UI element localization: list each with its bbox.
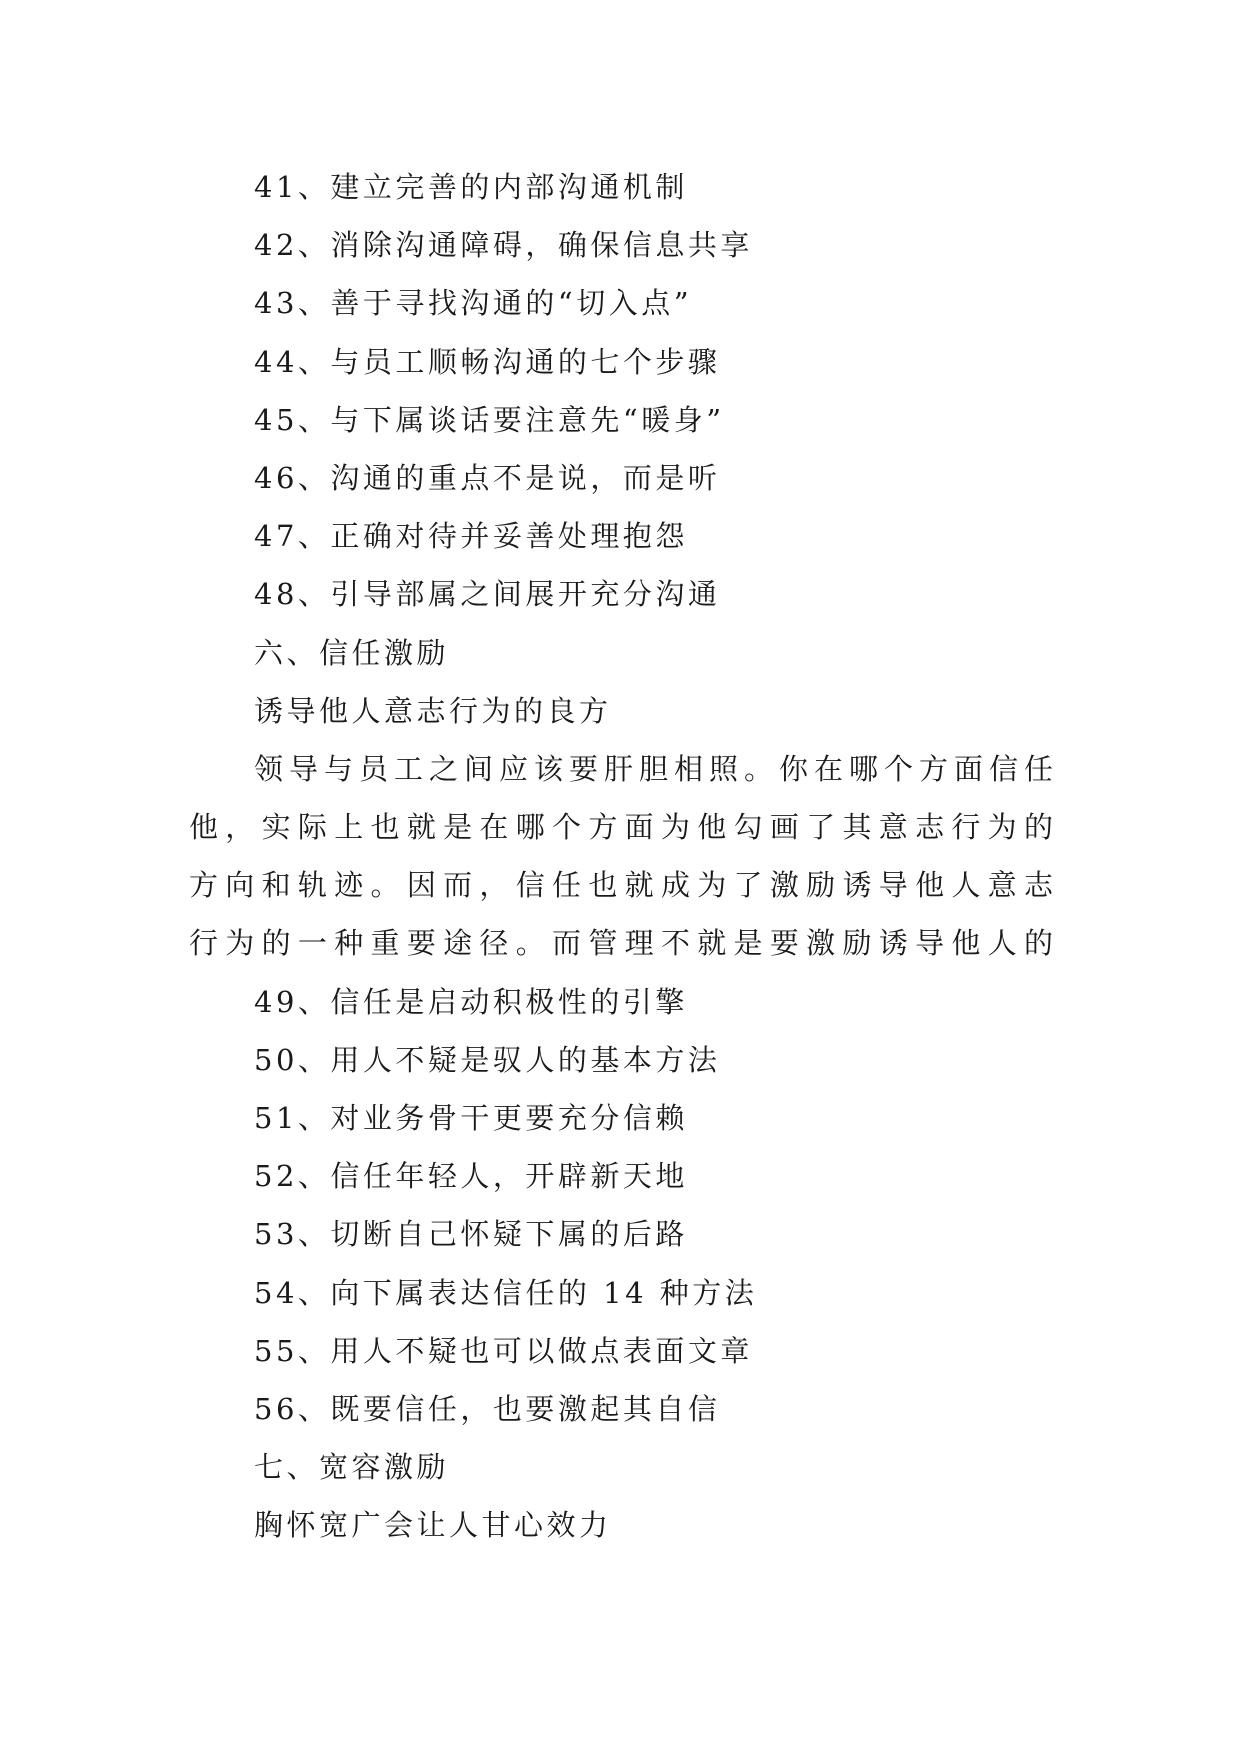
list-item: 56、既要信任，也要激起其自信 (254, 1391, 721, 1426)
section-subheading: 诱导他人意志行为的良方 (254, 693, 612, 728)
list-item: 47、正确对待并妥善处理抱怨 (254, 519, 688, 554)
list-item: 54、向下属表达信任的 14 种方法 (254, 1275, 758, 1310)
list-item: 46、沟通的重点不是说，而是听 (254, 460, 721, 495)
list-item: 44、与员工顺畅沟通的七个步骤 (254, 344, 721, 379)
page-content (189, 158, 1059, 1555)
list-item: 53、切断自己怀疑下属的后路 (254, 1217, 688, 1252)
list-item: 52、信任年轻人，开辟新天地 (254, 1159, 688, 1194)
section-heading: 七、宽容激励 (254, 1450, 450, 1485)
list-item: 50、用人不疑是驭人的基本方法 (254, 1042, 721, 1077)
list-item: 42、消除沟通障碍，确保信息共享 (254, 228, 753, 263)
list-item: 43、善于寻找沟通的“切入点” (254, 286, 693, 321)
list-item: 48、引导部属之间展开充分沟通 (254, 577, 721, 612)
list-item: 49、信任是启动积极性的引擎 (254, 984, 688, 1019)
list-item: 45、与下属谈话要注意先“暖身” (254, 402, 725, 437)
list-item: 51、对业务骨干更要充分信赖 (254, 1101, 688, 1136)
section-subheading: 胸怀宽广会让人甘心效力 (254, 1508, 612, 1543)
body-paragraph: 领导与员工之间应该要肝胆相照。你在哪个方面信任他，实际上也就是在哪个方面为他勾画了其意志行为的方向和轨迹。因而，信任也就成为了激励诱导他人意志行为的一种重要途径。而管理不就是要激励诱导他人的 (189, 751, 1059, 961)
list-item: 41、建立完善的内部沟通机制 (254, 170, 688, 204)
section-heading: 六、信任激励 (254, 635, 450, 670)
list-item: 55、用人不疑也可以做点表面文章 (254, 1333, 753, 1368)
